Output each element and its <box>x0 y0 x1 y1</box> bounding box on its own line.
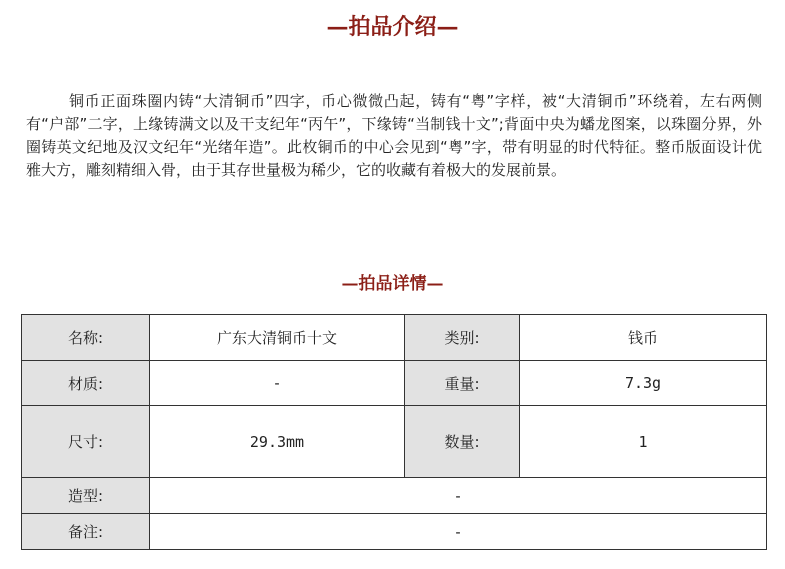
table-row <box>22 478 767 514</box>
size-value: 29.3mm <box>150 406 405 478</box>
category-value: 钱币 <box>520 315 767 361</box>
material-value: - <box>150 361 405 406</box>
name-value: 广东大清铜币十文 <box>150 315 405 361</box>
details-section-title: —拍品详情— <box>341 274 444 294</box>
weight-label: 重量: <box>405 361 520 406</box>
table-row <box>22 406 767 478</box>
quantity-value: 1 <box>520 406 767 478</box>
shape-label: 造型: <box>22 478 150 514</box>
material-label: 材质: <box>22 361 150 406</box>
size-label: 尺寸: <box>22 406 150 478</box>
intro-paragraph: 铜币正面珠圈内铸“大清铜币”四字，币心微微凸起，铸有“粤”字样，被“大清铜币”环绕着，左右两侧有“户部”二字，上缘铸满文以及干支纪年“丙午”，下缘铸“当制钱十文”;背面中央为蟠龙图案，以珠圈分界，外圈铸英文纪地及汉文纪年“光绪年造”。此枚铜币的中心会见到“粤”字，带有明显的时代特征。整币版面设计优雅大方，雕刻精细入骨，由于其存世量极为稀少，它的收藏有着极大的发展前景。 <box>26 92 762 179</box>
remark-value: - <box>150 514 767 550</box>
intro-section-title: —拍品介绍— <box>326 14 459 40</box>
quantity-label: 数量: <box>405 406 520 478</box>
category-label: 类别: <box>405 315 520 361</box>
table-row <box>22 514 767 550</box>
table-row <box>22 361 767 406</box>
table-row <box>22 315 767 361</box>
details-table <box>21 314 767 550</box>
name-label: 名称: <box>22 315 150 361</box>
weight-value: 7.3g <box>520 361 767 406</box>
remark-label: 备注: <box>22 514 150 550</box>
shape-value: - <box>150 478 767 514</box>
